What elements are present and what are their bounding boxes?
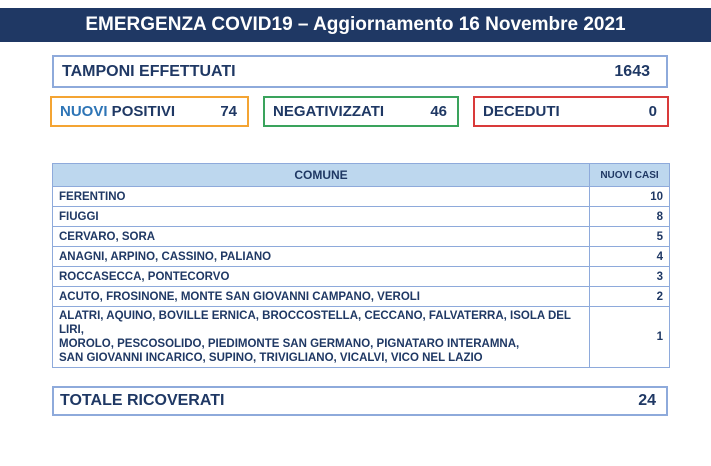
- page-title: EMERGENZA COVID19 – Aggiornamento 16 Novembre 2021: [85, 14, 626, 35]
- negativizzati-value: 46: [430, 103, 447, 120]
- comune-cell: FIUGGI: [53, 207, 590, 227]
- table-row: [53, 227, 670, 247]
- nuovi-positivi-value: 74: [220, 103, 237, 120]
- comune-cell: [53, 307, 590, 368]
- casi-cell: 8: [590, 207, 670, 227]
- tamponi-label: TAMPONI EFFETTUATI: [62, 62, 236, 80]
- comune-line: SAN GIOVANNI INCARICO, SUPINO, TRIVIGLIANO, VICALVI, VICO NEL LAZIO: [59, 352, 483, 364]
- comune-cell: ANAGNI, ARPINO, CASSINO, PALIANO: [53, 247, 590, 267]
- totale-ricoverati-value: 24: [638, 392, 656, 409]
- deceduti-box: [473, 96, 669, 127]
- table-row: [53, 307, 670, 368]
- nuovi-positivi-box: [50, 96, 249, 127]
- table-row: [53, 207, 670, 227]
- comune-line: ALATRI, AQUINO, BOVILLE ERNICA, BROCCOSTELLA, CECCANO, FALVATERRA, ISOLA DEL LIRI,: [59, 310, 571, 336]
- totale-ricoverati-label: TOTALE RICOVERATI: [60, 392, 225, 409]
- casi-cell: 5: [590, 227, 670, 247]
- table-row: [53, 247, 670, 267]
- comune-cell: ACUTO, FROSINONE, MONTE SAN GIOVANNI CAMPANO, VEROLI: [53, 287, 590, 307]
- deceduti-label: DECEDUTI: [483, 103, 560, 120]
- totale-ricoverati-box: [52, 386, 668, 416]
- negativizzati-box: [263, 96, 459, 127]
- tamponi-box: [52, 55, 668, 88]
- casi-cell: 2: [590, 287, 670, 307]
- comune-header: COMUNE: [53, 164, 590, 187]
- comune-cell: FERENTINO: [53, 187, 590, 207]
- nuovi-casi-header: NUOVI CASI: [590, 164, 670, 187]
- table-row: [53, 267, 670, 287]
- tamponi-value: 1643: [614, 62, 650, 80]
- table-header-row: [53, 164, 670, 187]
- comuni-table: [52, 163, 670, 368]
- deceduti-value: 0: [648, 103, 657, 120]
- table-row: [53, 287, 670, 307]
- comune-line: MOROLO, PESCOSOLIDO, PIEDIMONTE SAN GERMANO, PIGNATARO INTERAMNA,: [59, 338, 520, 350]
- nuovi-positivi-label: NUOVI POSITIVI: [60, 103, 176, 120]
- casi-cell: 1: [590, 307, 670, 368]
- casi-cell: 10: [590, 187, 670, 207]
- comune-cell: CERVARO, SORA: [53, 227, 590, 247]
- table-row: [53, 187, 670, 207]
- casi-cell: 3: [590, 267, 670, 287]
- negativizzati-label: NEGATIVIZZATI: [273, 103, 385, 120]
- title-banner: [0, 8, 711, 42]
- comune-cell: ROCCASECCA, PONTECORVO: [53, 267, 590, 287]
- casi-cell: 4: [590, 247, 670, 267]
